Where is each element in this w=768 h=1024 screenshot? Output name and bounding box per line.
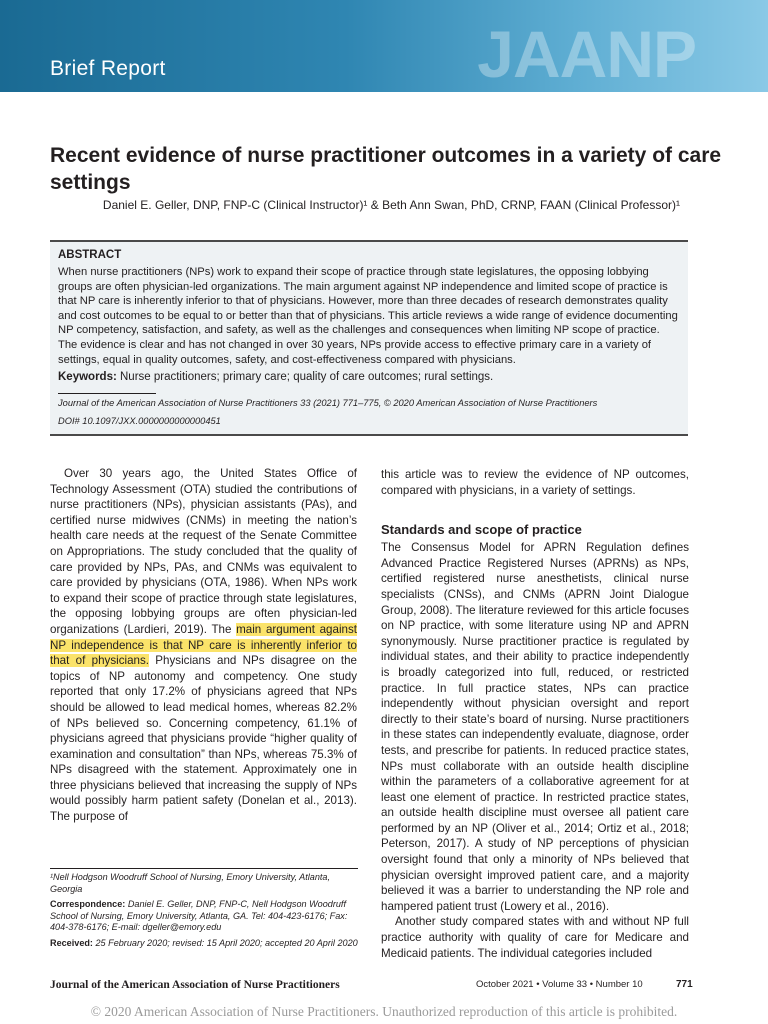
footnotes xyxy=(50,872,358,954)
footer-issue-info: October 2021 • Volume 33 • Number 10 xyxy=(476,979,643,990)
page-number: 771 xyxy=(676,979,693,990)
footnote-divider xyxy=(50,868,358,869)
journal-banner xyxy=(0,0,768,92)
doi: DOI# 10.1097/JXX.0000000000000451 xyxy=(58,416,221,427)
section-label: Brief Report xyxy=(50,57,166,80)
received-label: Received: xyxy=(50,937,93,948)
keywords-text: Nurse practitioners; primary care; quality of care outcomes; rural settings. xyxy=(120,371,494,384)
article-title: Recent evidence of nurse practitioner outcomes in a variety of care settings xyxy=(50,144,722,194)
body-paragraph: Another study compared states with and without NP full practice authority with quality of care for Medicare and Medicaid patients. The individual categories included xyxy=(381,915,689,960)
correspondence-label: Correspondence: xyxy=(50,899,126,910)
paragraph-text: Physicians and NPs disagree on the topics of NP autonomy and competency. One study reported that only 17.2% of physicians agreed that NPs should be allowed to lead medical homes, whereas 82.2% of NPs believed so. Concerning competency, 61.1% of physicians agreed that physicians provide “higher quality of examination and consultation” than NPs, whereas 75.3% of NPs disagreed with the statement. Approximately one in three physicians believed that increasing the supply of NPs would possibly harm patient safety (Donelan et al., 2013). The purpose of xyxy=(50,654,357,824)
right-column xyxy=(381,467,689,961)
abstract-text: When nurse practitioners (NPs) work to expand their scope of practice through state legislatures, the opposing lobbying groups are often physician-led organizations. The main argument against NP independence and limited scope of practice is that NP care is inherently inferior to that of physicians. However, more than three decades of research demonstrates quality and cost outcomes to be equal to or better than that of physicians. This article reviews a wide range of evidence documenting NP competency, satisfaction, and safety, as well as the challenges and consequences when limiting NP scope of practice. The evidence is clear and has not changed in over 30 years, NPs provide access to effective primary care in a variety of settings, equal in quality outcomes, safety, and cost-effectiveness compared with physicians. xyxy=(58,266,678,366)
correspondence-note xyxy=(50,899,358,934)
copyright-notice: © 2020 American Association of Nurse Practitioners. Unauthorized reproduction of this article is prohibited. xyxy=(90,1004,678,1019)
footer-journal-name: Journal of the American Association of Nurse Practitioners xyxy=(50,979,340,991)
section-heading: Standards and scope of practice xyxy=(381,522,582,538)
received-note xyxy=(50,938,358,950)
journal-logo: JAANP xyxy=(477,17,696,91)
abstract-heading: ABSTRACT xyxy=(58,249,122,261)
keywords-label: Keywords: xyxy=(58,371,117,384)
body-paragraph: this article was to review the evidence of NP outcomes, compared with physicians, in a variety of settings. xyxy=(381,468,689,497)
received-text: 25 February 2020; revised: 15 April 2020; accepted 20 April 2020 xyxy=(92,937,358,948)
affiliation-note: ¹Nell Hodgson Woodruff School of Nursing, Emory University, Atlanta, Georgia xyxy=(50,872,330,894)
keywords xyxy=(58,369,680,385)
left-column xyxy=(50,466,357,825)
article-authors: Daniel E. Geller, DNP, FNP-C (Clinical Instructor)¹ & Beth Ann Swan, PhD, CRNP, FAAN (Clinical Professor)¹ xyxy=(102,198,680,212)
body-paragraph xyxy=(50,466,357,825)
correspondence-text: Daniel E. Geller, DNP, FNP-C, Nell Hodgson Woodruff School of Nursing, Emory University, Atlanta, GA. Tel: 404-423-6176; Fax: 404-378-6176; E-mail: dgeller@emory.edu xyxy=(50,899,348,933)
body-paragraph: The Consensus Model for APRN Regulation defines Advanced Practice Registered Nurses (APRNs) as NPs, certified registered nurse anesthetists, clinical nurse specialists (CNSs), and CNMs (APRN Joint Dialogue Group, 2008). The literature reviewed for this article focuses on NP practice, with some literature using NP and APRN synonymously. Nurse practitioner practice is regulated by individual states, and their ability to practice independently is broadly categorized into full, reduced, or restricted practice. In full practice states, NPs can practice independently without physician oversight and report directly to their state’s board of nursing. Nurse practitioners in these states can independently evaluate, diagnose, order tests, and prescribe for patients. In reduced practice states, NPs must collaborate with an outside health discipline within the parameters of a collaborative agreement for at least one element of practice. In restricted practice states, an outside health discipline must oversee all patient care performed by an NP (Oliver et al., 2014; Ortiz et al., 2018; Peterson, 2017). A study of NP perceptions of physician oversight found that only a minority of NPs believed that physician oversight improved patient care, and a majority believed it was a barrier to understanding the NP role and hampered patient trust (Lowery et al., 2016). xyxy=(381,541,689,913)
paragraph-text: Over 30 years ago, the United States Office of Technology Assessment (OTA) studied the contributions of nurse practitioners (NPs), physician assistants (PAs), and certified nurse midwives (CNMs) in meeting the nation’s health care needs at the request of the Senate Committee on Appropriations. The study concluded that the quality of care provided by NPs, PAs, and CNMs was equivalent to care provided by physicians (OTA, 1986). When NPs work to expand their scope of practice through state legislatures, the opposing lobbying groups are often physician-led organizations (Lardieri, 2019). The xyxy=(50,467,357,636)
highlighted-text[interactable]: main argument against NP independence is that NP care is inherently inferior to that of physicians. xyxy=(50,622,357,668)
journal-citation: Journal of the American Association of Nurse Practitioners 33 (2021) 771–775, © 2020 American Association of Nurse Practitioners xyxy=(58,398,598,409)
abstract-box xyxy=(50,240,688,436)
